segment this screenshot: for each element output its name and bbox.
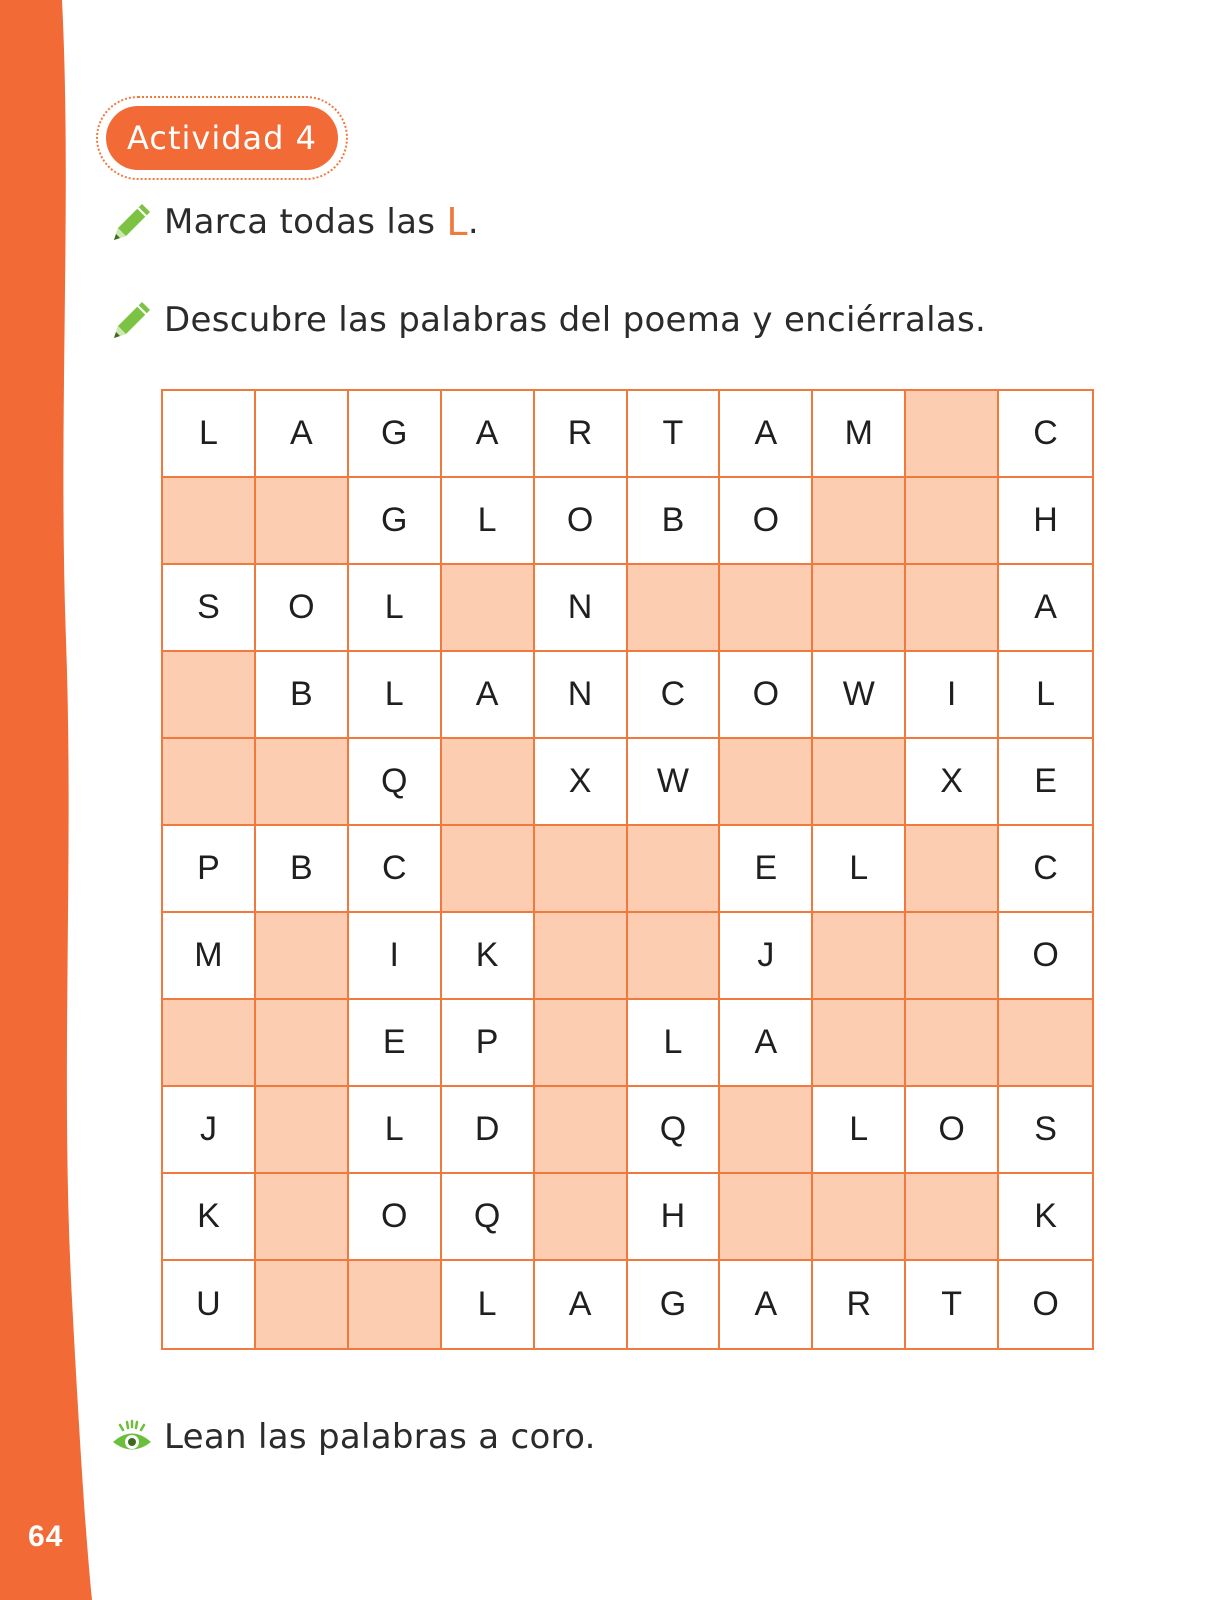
grid-cell[interactable]: Q bbox=[349, 739, 442, 826]
grid-cell[interactable]: O bbox=[1032, 1285, 1059, 1323]
grid-cell[interactable]: E bbox=[999, 739, 1092, 826]
grid-cell[interactable]: X bbox=[535, 739, 628, 826]
instruction-read-text: Lean las palabras a coro. bbox=[164, 1417, 596, 1457]
grid-cell[interactable]: L bbox=[628, 1000, 721, 1087]
grid-cell-empty[interactable] bbox=[720, 1174, 813, 1261]
grid-cell[interactable]: A bbox=[442, 391, 535, 478]
grid-cell-empty[interactable] bbox=[813, 1000, 906, 1087]
grid-cell-empty[interactable] bbox=[163, 478, 256, 565]
grid-cell-empty[interactable] bbox=[442, 565, 535, 652]
word-search-grid bbox=[161, 389, 1094, 1350]
grid-cell-empty[interactable] bbox=[720, 1087, 813, 1174]
grid-cell-empty[interactable] bbox=[256, 1174, 349, 1261]
grid-cell[interactable]: T bbox=[628, 391, 721, 478]
grid-cell[interactable]: D bbox=[442, 1087, 535, 1174]
instruction-discover bbox=[110, 298, 986, 342]
grid-cell[interactable]: L bbox=[999, 652, 1092, 739]
grid-cell[interactable]: I bbox=[906, 652, 999, 739]
grid-cell[interactable]: S bbox=[999, 1087, 1092, 1174]
grid-cell-empty[interactable] bbox=[535, 913, 628, 1000]
grid-cell[interactable]: O bbox=[535, 478, 628, 565]
grid-cell[interactable]: K bbox=[442, 913, 535, 1000]
grid-cell[interactable]: O bbox=[720, 652, 813, 739]
grid-cell[interactable]: L bbox=[442, 478, 535, 565]
grid-cell-empty[interactable] bbox=[349, 1261, 442, 1348]
grid-cell[interactable]: C bbox=[999, 826, 1092, 913]
grid-cell[interactable]: L bbox=[349, 565, 442, 652]
grid-cell[interactable]: T bbox=[906, 1261, 999, 1348]
grid-cell[interactable]: B bbox=[256, 652, 349, 739]
grid-cell[interactable]: H bbox=[628, 1174, 721, 1261]
grid-cell[interactable]: N bbox=[535, 565, 628, 652]
grid-cell[interactable]: R bbox=[813, 1261, 906, 1348]
grid-cell[interactable]: B bbox=[256, 826, 349, 913]
grid-cell[interactable]: N bbox=[535, 652, 628, 739]
grid-cell-empty[interactable] bbox=[720, 739, 813, 826]
grid-cell[interactable]: C bbox=[999, 391, 1092, 478]
grid-cell[interactable]: L bbox=[442, 1261, 535, 1348]
grid-cell[interactable]: J bbox=[720, 913, 813, 1000]
grid-cell-empty[interactable] bbox=[535, 826, 628, 913]
grid-cell[interactable]: K bbox=[999, 1174, 1092, 1261]
grid-cell[interactable]: O bbox=[720, 478, 813, 565]
grid-cell[interactable]: A bbox=[720, 1000, 813, 1087]
grid-cell-empty[interactable] bbox=[906, 913, 999, 1000]
highlight-letter: L bbox=[446, 200, 468, 244]
grid-cell[interactable]: G bbox=[628, 1261, 721, 1348]
side-band bbox=[0, 0, 100, 1600]
grid-cell[interactable]: A bbox=[442, 652, 535, 739]
grid-cell-empty[interactable] bbox=[535, 1174, 628, 1261]
grid-cell[interactable]: S bbox=[163, 565, 256, 652]
grid-cell[interactable]: Q bbox=[628, 1087, 721, 1174]
grid-cell[interactable]: L bbox=[813, 826, 906, 913]
grid-cell-empty[interactable] bbox=[256, 478, 349, 565]
grid-cell-empty[interactable] bbox=[163, 739, 256, 826]
grid-cell-empty[interactable] bbox=[999, 1000, 1092, 1087]
instruction-mark bbox=[110, 200, 479, 244]
grid-cell[interactable]: A bbox=[720, 1261, 813, 1348]
grid-cell[interactable]: O bbox=[349, 1174, 442, 1261]
grid-cell-empty[interactable] bbox=[906, 565, 999, 652]
grid-cell-empty[interactable] bbox=[813, 739, 906, 826]
activity-badge bbox=[96, 96, 348, 180]
grid-cell[interactable]: L bbox=[349, 652, 442, 739]
grid-cell-empty[interactable] bbox=[442, 826, 535, 913]
grid-cell-empty[interactable] bbox=[906, 1000, 999, 1087]
page-number: 64 bbox=[28, 1520, 64, 1553]
grid-cell-empty[interactable] bbox=[163, 1000, 256, 1087]
instruction-discover-text: Descubre las palabras del poema y enciérralas. bbox=[164, 300, 987, 340]
eye-icon bbox=[110, 1415, 154, 1459]
grid-cell[interactable]: W bbox=[628, 739, 721, 826]
grid-cell-empty[interactable] bbox=[906, 391, 999, 478]
grid-cell-empty[interactable] bbox=[906, 826, 999, 913]
grid-cell[interactable]: K bbox=[163, 1174, 256, 1261]
grid-cell[interactable]: C bbox=[628, 652, 721, 739]
grid-cell[interactable]: E bbox=[349, 1000, 442, 1087]
grid-cell[interactable]: G bbox=[349, 391, 442, 478]
grid-cell[interactable]: A bbox=[720, 391, 813, 478]
grid-cell[interactable]: P bbox=[163, 826, 256, 913]
activity-title: Actividad 4 bbox=[106, 106, 338, 170]
grid-cell[interactable]: M bbox=[813, 391, 906, 478]
grid-cell[interactable]: U bbox=[163, 1261, 256, 1348]
grid-cell-empty[interactable] bbox=[813, 1174, 906, 1261]
pencil-icon bbox=[110, 200, 154, 244]
grid-cell[interactable]: M bbox=[163, 913, 256, 1000]
grid-cell[interactable]: H bbox=[999, 478, 1092, 565]
grid-cell[interactable]: O bbox=[256, 565, 349, 652]
grid-cell[interactable]: L bbox=[349, 1087, 442, 1174]
grid-cell[interactable]: J bbox=[163, 1087, 256, 1174]
grid-cell[interactable]: E bbox=[720, 826, 813, 913]
grid-cell-empty[interactable] bbox=[628, 913, 721, 1000]
grid-cell[interactable]: A bbox=[256, 391, 349, 478]
instruction-mark-end: . bbox=[467, 202, 480, 242]
grid-cell-empty[interactable] bbox=[628, 826, 721, 913]
grid-cell-empty[interactable] bbox=[628, 565, 721, 652]
grid-cell-empty[interactable] bbox=[256, 1087, 349, 1174]
grid-cell[interactable]: O bbox=[906, 1087, 999, 1174]
grid-cell[interactable]: G bbox=[349, 478, 442, 565]
grid-cell-empty[interactable] bbox=[256, 1261, 349, 1348]
grid-cell-empty[interactable] bbox=[256, 1000, 349, 1087]
grid-cell-empty[interactable] bbox=[442, 739, 535, 826]
grid-cell-empty[interactable] bbox=[906, 1174, 999, 1261]
grid-cell[interactable]: X bbox=[906, 739, 999, 826]
grid-cell[interactable]: C bbox=[349, 826, 442, 913]
grid-cell[interactable]: L bbox=[163, 391, 256, 478]
instruction-mark-text: Marca todas las bbox=[164, 202, 447, 242]
grid-cell-empty[interactable] bbox=[256, 913, 349, 1000]
grid-cell-empty[interactable] bbox=[906, 478, 999, 565]
grid-cell[interactable]: R bbox=[535, 391, 628, 478]
grid-cell[interactable]: O bbox=[999, 913, 1092, 1000]
grid-cell-empty[interactable] bbox=[720, 565, 813, 652]
grid-cell[interactable]: P bbox=[442, 1000, 535, 1087]
grid-cell[interactable]: Q bbox=[442, 1174, 535, 1261]
grid-cell-empty[interactable] bbox=[163, 652, 256, 739]
grid-cell[interactable]: B bbox=[628, 478, 721, 565]
grid-cell-empty[interactable] bbox=[813, 565, 906, 652]
grid-cell[interactable]: L bbox=[813, 1087, 906, 1174]
grid-cell-empty[interactable] bbox=[535, 1087, 628, 1174]
grid-cell[interactable]: W bbox=[813, 652, 906, 739]
grid-cell-empty[interactable] bbox=[256, 739, 349, 826]
grid-cell-empty[interactable] bbox=[813, 913, 906, 1000]
instruction-read bbox=[110, 1415, 596, 1459]
pencil-icon bbox=[110, 298, 154, 342]
grid-cell-empty[interactable] bbox=[813, 478, 906, 565]
grid-cell[interactable]: A bbox=[535, 1261, 628, 1348]
grid-cell[interactable]: I bbox=[349, 913, 442, 1000]
grid-cell-empty[interactable] bbox=[535, 1000, 628, 1087]
grid-cell[interactable]: A bbox=[999, 565, 1092, 652]
